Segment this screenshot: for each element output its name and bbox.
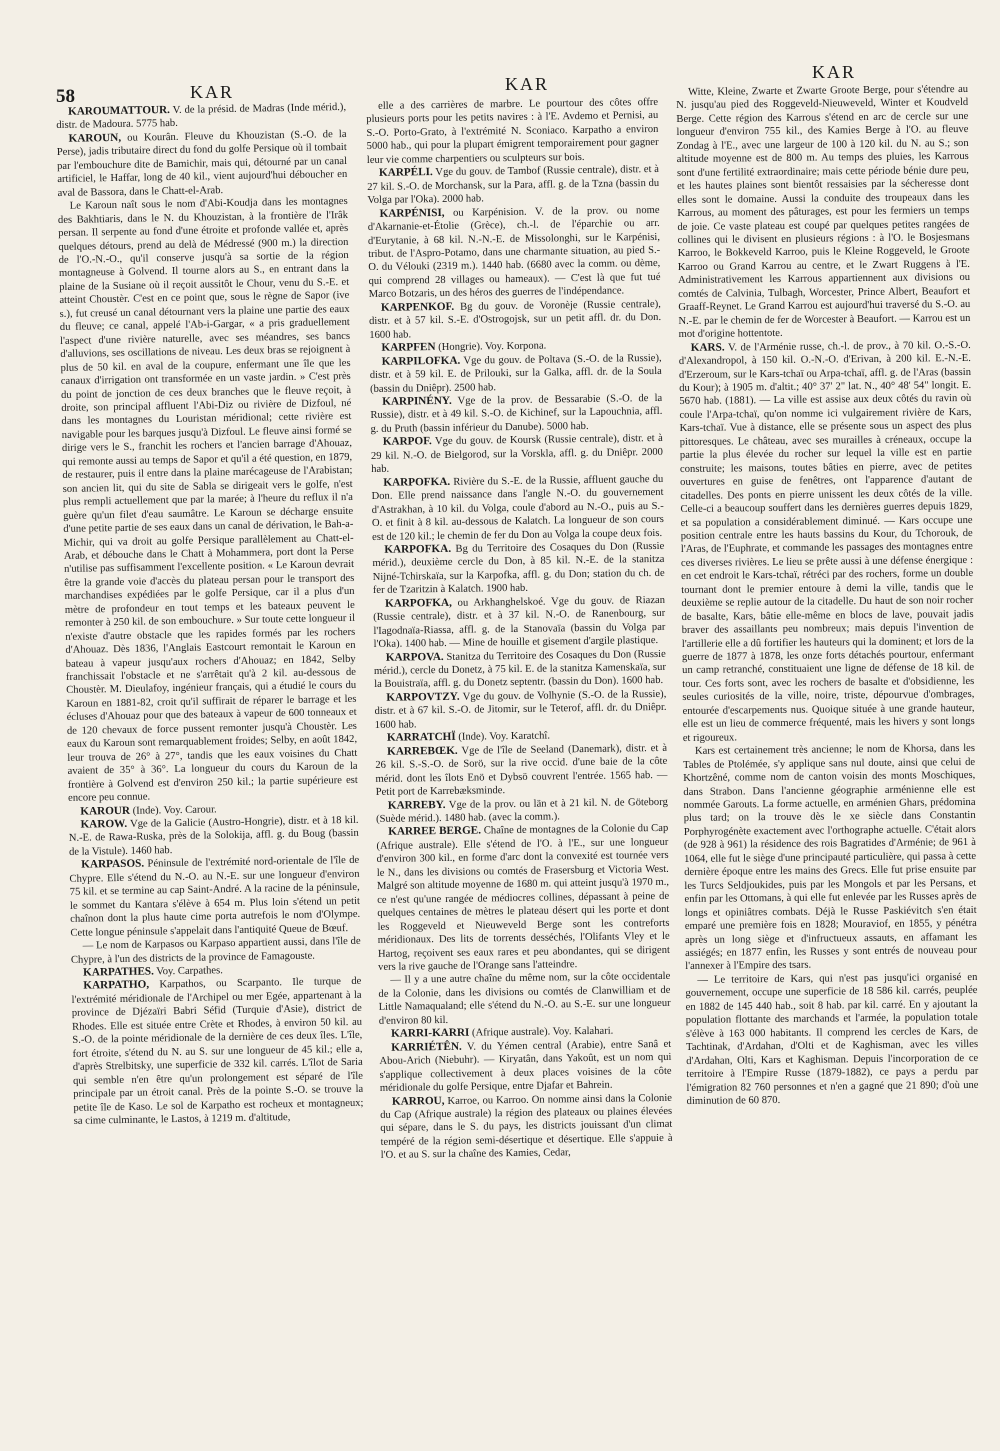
dictionary-entry [68,814,359,859]
entry-text: Le Karoun naît sous le nom d'Abi-Koudja dans les montagnes des Bakhtiaris, dans le N. du Khouzistan, à la frontière de l'Irâk persan. Il serpente au fond d'une étroite et profonde vallée et, après quelques détours, prend au delà de Médressé (900 m.) la direction de l'O.-N.-O., qu'il conserve jusqu'à sa sortie de la région montagneuse à Golvend. Il tourne alors au S., en entrant dans la plaine de la Susiane où il reçoit aussitôt le Chour, venu du S.-E. et atteint Choustèr. C'est en ce point que, sous le règne de Sapor (ive s.), fut creusé un canal détournant vers la plaine une partie des eaux du fleuve; ce canal, appelé l'Ab-i-Gargar, « a pris graduellement l'aspect d'une rivière naturelle, avec ses méandres, ses bancs d'alluvions, ses oscillations de niveau. Les deux bras se rejoignent à plus de 50 kil. en aval de la coupure, enfermant une île que les canaux d'irrigation ont transformée en un vaste jardin. » C'est près du point de jonction de ces deux branches que le fleuve reçoit, à droite, son principal affluent l'Abi-Diz ou rivière de Dizfoul, né dans les montagnes du Louristan méridional; cette rivière est navigable pour les barques jusqu'à Dizfoul. Le fleuve ainsi formé se dirige vers le S., franchit les rochers et l'ancien barrage d'Ahouaz, qui remonte aussi au temps de Sapor et qu'il a été question, en 1879, de restaurer, puis il entre dans la plaine marécageuse de l'Arabistan; son ancien lit, qui du site de Sabla se dirigeait vers le golfe, n'est plus rempli actuellement que par la marée; à l'heure du reflux il n'a guère qu'un filet d'eau saumâtre. Le Karoun se décharge ensuite d'une petite partie de ses eaux dans un canal de dérivation, le Bah-a-Michir, qui va droit au golfe Persique parallèlement au Chatt-el-Arab, et débouche dans le Chatt à Mohammera, port dont la Perse n'utilise pas suffisamment l'excellente position. « Le Karoun devrait être la grande voie d'accès du plateau persan pour le transport des marchandises expédiées par le golfe Persique, car il a plus d'un mètre de profondeur en tout temps et les bateaux peuvent le remonter à 250 kil. de son embouchure. » Sur toute cette longueur il n'existe d'autre obstacle que les rapides formés par les rochers d'Ahouaz. Dès 1836, l'Anglais Eastcourt remontait le Karoun en bateau à vapeur jusqu'aux rochers d'Ahouaz; en 1842, Selby franchissait l'obstacle et ne s'arrêtait qu'à 2 kil. au-dessous de Choustèr. M. Dieulafoy, ingénieur français, qui a étudié le cours du Karoun en 1881-82, croit qu'il suffirait de réparer le barrage et les écluses d'Ahouaz pour que des bateaux à vapeur de 600 tonneaux et de 120 chevaux de force pussent remonter jusqu'à Choustèr. Les eaux du Karoun sont remarquablement froides; Selby, en août 1842, leur trouva de 26° à 27°, tandis que les eaux voisines du Chatt avaient de 35° à 36°. La longueur du cours du Karoun de la frontière à Golvend est d'environ 250 kil.; la partie supérieure est encore peu connue. [57,196,358,805]
entry-headword: KARPOVTZY. [386,690,460,704]
entry-text: Witte, Kleine, Zwarte et Zwarte Groote Berge, pour s'étendre au N. jusqu'au pied des Roggeveld-Nieuweveld, Winter et Koudveld Berge. Cette région des Karrous s'étend en arc de cercle sur une longueur d'environ 755 kil., des Kamies Berge à l'O. au fleuve Zondag à l'E., avec une largeur de 100 à 120 kil. du N. au S.; son altitude moyenne est de 800 m. Au temps des pluies, les Karrous sont d'une fertilité extraordinaire; mais cette période bénie dure peu, et les hautes plaines sont bientôt ressaisies par la sécheresse dont elles sont le domaine. Aussi la conduite des troupeaux dans les Karrous, au moment des pâturages, est pour les fermiers un temps de joie. Ce vaste plateau est coupé par quelques petites rangées de collines qui le divisent en plusieurs régions : à l'O. le Bosjesmans Karroo, le Bokkeveld Karroo, puis le Kleine Roggeveld, le Groote Karroo ou Grand Karrou au centre, et le Zwart Ruggens à l'E. Administrativement les Karrous appartiennent aux divisions ou comtés de Calvinia, Tulbagh, Worcester, Prince Albert, Beaufort et Graaff-Reynet. Le Grand Karrou est aujourd'hui traversé du S.-O. au N.-E. par le chemin de fer de Worcester à Beaufort. — Karrou est un mot d'origine hottentote. [676,83,971,341]
dictionary-entry [368,204,661,302]
dictionary-entry [58,195,359,805]
entry-headword: KARPILOFKA. [381,354,461,368]
entry-text: Vge du gouv. de Koursk (Russie centrale), distr. et à 29 kil. N.-O. de Bielgorod, sur la Vorskla, affl. g. du Dniêpr. 2000 hab. [370,433,664,476]
entry-headword: KARROU, [391,1094,445,1108]
entry-headword: KARREBŒK. [387,744,458,758]
dictionary-entry [69,854,360,940]
dictionary-entry [376,822,670,974]
entry-text: V. de l'Arménie russe, ch.-l. de prov., à 70 kil. O.-S.-O. d'Alexandropol, à 150 kil. O.-N.-O. d'Erivan, à 200 kil. E.-N.-E. d'Erzeroum, sur le Kars-tchaï ou Arpa-tchaï, affl. g. de l'Aras (bassin du Kour); à 1905 m. d'altit.; 40° 37' 2" lat. N., 40° 48' 54" longit. E. 5670 hab. (1881). — La ville est assise aux deux côtés du ravin où coule l'Arpa-tchaï, qu'on nomme ici vulgairement rivière de Kars, Kars-tchaï. Vue à distance, elle se présente sous un aspect des plus pittoresques. Le château, avec ses murailles à créneaux, occupe la partie la plus élevée du rocher sur lequel la ville est en partie construite; les maisons, toutes bâties en pierre, avec de petites ouvertures en guise de fenêtres, ont l'apparence d'autant de citadelles. Des ponts en pierre unissent les deux côtés de la ville. Celle-ci a beaucoup souffert dans les dernières guerres depuis 1829, et sa population a considérablement diminué. — Kars occupe une position centrale entre les hauts bassins du Kour, du Tchorouk, de l'Aras, de l'Euphrate, et commande les passages des montagnes entre ces diverses rivières. Le lieu se prête aussi à une défense énergique : en cet endroit le Kars-tchaï, rétréci par des rochers, forme un double tournant dont le premier entoure à demi la ville, tandis que le deuxième se replie autour de la citadelle. Du haut de son noir rocher de basalte, Kars, bâtie elle-même en blocs de lave, pouvait jadis braver des assaillants peu nombreux; mais depuis l'invention de l'artillerie elle a dû fortifier les hauteurs qui la dominent; et lors de la guerre de 1877 à 1878, les onze forts détachés pourtour, enfermant un camp retranché, constituaient une ligne de défense de 18 kil. de tour. Ces forts sont, avec les rochers de basalte et d'obsidienne, les seules curiosités de la ville, noire, triste, dépourvue d'ombrages, entourée d'escarpements nus. Quoique située à une grande hauteur, elle est un lieu de commerce fréquenté, mais les hivers y sont longs et rigoureux. [678,339,975,744]
entry-headword: KARS. [690,341,725,354]
entry-headword: KARPOFKA. [383,475,451,489]
entry-headword: KARPATHES. [83,965,154,979]
entry-headword: KARPOFKA, [384,596,452,610]
entry-text: Stanitza du Territoire des Cosaques du Don (Russie mérid.), cercle du Donetz, à 75 kil. E. de la stanitza Kamenskaïa, sur la Bouistraïa, affl. g. du Donetz septentr. (bassin du Don). 1600 hab. [373,648,667,691]
text-column-2 [366,96,677,1435]
entry-text: Bg du gouv. de Voronèje (Russie centrale), distr. et à 57 kil. S.-E. d'Ostrogojsk, sur un petit affl. dr. du Don. 1600 hab. [369,298,662,341]
entry-headword: KARRATCHÏ [386,731,456,745]
running-head-left: KAR [190,82,235,102]
text-column-3 [676,83,982,1441]
entry-text: Bg du Territoire des Cosaques du Don (Russie mérid.), deuxième cercle du Don, à 85 kil. N.-E. de la stanitza Nijné-Tchirskaïa, sur la Karpofka, affl. g. du Don; station du ch. de fer de Tzaritzin à Kalatch. 1900 hab. [372,540,665,597]
entry-headword: KAROW. [80,817,128,831]
entry-headword: KARPATHO, [83,978,150,993]
entry-text: Vge du gouv. de Tambof (Russie centrale), distr. et à 27 kil. S.-O. de Morchansk, sur la Para, affl. g. de la Tzna (bassin du Volga par l'Oka). 2000 hab. [367,164,660,207]
entry-text: (Afrique australe). Voy. Kalahari. [471,1025,614,1039]
entry-headword: KARPOF. [382,435,432,449]
entry-text: ou Kourân. Fleuve du Khouzistan (S.-O. de la Perse), jadis tributaire direct du fond du golfe Persique où il tombait par l'embouchure dite de Bamichir, mais qui, détourné par un canal artificiel, le Haffar, long de 40 kil., vient aujourd'hui déboucher en aval de Bassora, dans le Chatt-el-Arab. [56,128,348,199]
entry-headword: KARPENKOF. [380,300,455,314]
entry-text: (Hongrie). Voy. Korpona. [438,340,547,354]
entry-headword: KAROUR [80,804,131,818]
dictionary-entry [366,96,659,167]
entry-headword: KARPINÉNY. [382,394,452,408]
entry-text: elle a des carrières de marbre. Le pourtour des côtes offre plusieurs ports pour les petits navires : à l'E. Avdemo et Pernisi, au S.-O. Porto-Grato, à l'extrémité N. Sconiaco. Karpatho a environ 5000 hab., qui pour la plupart émigrent temporairement pour gagner leur vie comme charpentiers ou sculpteurs sur bois. [366,96,659,166]
entry-text: Vge de la prov. ou län et à 21 kil. N. de Göteborg (Suède mérid.). 1480 hab. (avec la comm.). [375,796,668,825]
entry-headword: KARPÉLI. [378,166,433,180]
entry-text: Voy. Carpathes. [156,965,223,978]
dictionary-entry [367,163,660,207]
entry-text: ou Karpénision. V. de la prov. ou nome d'Akarnanie-et-Étolie (Grèce), ch.-l. de l'éparchie ou arr. d'Eurytanie, à 68 kil. N.-N.-E. de Missolonghi, sur le Karpénisi, tribut. de l'Aspro-Potamo, dans une charmante situation, au pied S.-O. du Vélouki (2319 m.). 1440 hab. (6680 avec la comm. ou dème, qui comprend 28 villages ou hameaux). — C'est là que fut tué Marco Botzaris, un des héros des guerres de l'indépendance. [367,204,661,301]
dictionary-entry [374,647,667,691]
entry-headword: KAROUMATTOUR. [67,104,171,118]
entry-headword: KARRIÉTÊN. [391,1040,462,1054]
dictionary-entry [374,688,667,732]
entry-text: V. du Yémen central (Arabie), entre Sanâ et Abou-Arich (Niebuhr). — Kiryatân, dans Yakoût, est un nom qui s'applique collectivement à deux places voisines de la côte méridionale du golfe Persique, entre Djafar et Bahrein. [379,1038,672,1094]
entry-text: Rivière du S.-E. de la Russie, affluent gauche du Don. Elle prend naissance dans l'angle N.-O. du gouvernement d'Astrakhan, à 10 kil. du Volga, coule d'abord au N.-O., puis au S.-O. et finit à 8 kil. au-dessous de Kalatch. La longueur de son cours est de 120 kil.; le chemin de fer du Don au Volga la coupe deux fois. [371,473,664,543]
dictionary-entry [685,971,978,1109]
dictionary-entry [683,742,977,974]
entry-text: Vge de l'île de Seeland (Danemark), distr. et à 26 kil. S.-S.-O. de Sorö, sur la rive occid. d'une baie de la côte mérid. dont les îlots Enö et Dybsö couvrent l'entrée. 1565 hab. — Petit port de Karrebæksminde. [375,742,668,799]
entry-text: V. de la présid. de Madras (Inde mérid.), distr. de Madoura. 5775 hab. [56,101,347,132]
entry-headword: KARRI-KARRI [390,1026,470,1041]
entry-text: Chaîne de montagnes de la Colonie du Cap (Afrique australe). Elle s'étend de l'O. à l'E., sur une longueur d'environ 300 kil., en forme d'arc dont la convexité est tournée vers le N., dans les divisions ou comtés de Frasersburg et Victoria West. Malgré son altitude moyenne de 1680 m. qui atteint jusqu'à 1970 m., ce n'est qu'une rangée de médiocres collines, dépassant à peine de quelques centaines de mètres le plateau désert qui les porte et dont les Roggeveld et Nieuweveld Berge sont les contreforts méridionaux. Des lits de torrents desséchés, l'Olifants Vley et le Hartog, reçoivent ses eaux rares et peu abondantes, qui se dirigent vers la rive gauche de l'Orange sans l'atteindre. [376,823,670,973]
entry-text: — Le territoire de Kars, qui n'est pas jusqu'ici organisé en gouvernement, occupe une superficie de 18 586 kil. carrés, peuplée en 1882 de 145 440 hab., soit 8 hab. par kil. carré. En y ajoutant la population flottante des marchands et l'armée, la population totale s'élève à 163 000 habitants. Il comprend les cercles de Kars, de Tachtinak, d'Ardahan, d'Olti et de Kaghisman, avec les villes d'Ardahan, Olti, Kars et Kaghisman. Depuis l'incorporation de ce territoire à l'Empire Russe (1879-1882), ce pays a perdu par l'émigration 82 760 personnes et n'en a gagné que 21 890; d'où une diminution de 60 870. [685,971,979,1107]
entry-text: Péninsule de l'extrémité nord-orientale de l'île de Chypre. Elle s'étend du N.-O. au N.-E. sur une longueur d'environ 75 kil. et se termine au cap Saint-André. A la racine de la péninsule, le sommet du Kantara s'élève à 654 m. Plus loin s'étend un petit chaînon dont la plus haute cime porta autrefois le nom d'Olympe. Cette longue péninsule s'appelait dans l'antiquité Queue de Bœuf. [69,855,361,939]
dictionary-entry [372,540,665,598]
dictionary-entry [370,352,663,396]
entry-text: Karroe, ou Karroo. On nomme ainsi dans la Colonie du Cap (Afrique australe) la région des plateaux ou plaines élevées qui sépare, dans le S. du pays, les districts jouissant d'un climat tempéré de la région semi-désertique et désertique. Elle s'appuie à l'O. et au S. sur la chaîne des Kamies, Cedar, [380,1092,673,1162]
dictionary-entry [369,298,662,342]
running-head-right: KAR [812,62,857,82]
dictionary-entry [56,128,347,200]
dictionary-entry [373,594,666,652]
entry-headword: KARPOFKA. [384,542,452,556]
entry-text: ou Arkhanghelskoé. Vge du gouv. de Riazan (Russie centrale), distr. et à 37 kil. N.-O. de Ranenbourg, sur l'Iagodnaïa-Riassa, affl. g. de la Stanovaïa (bassin du Volga par l'Oka). 1400 hab. — Mine de houille et gisement d'argile plastique. [373,594,666,651]
entry-text: — Il y a une autre chaîne du même nom, sur la côte occidentale de la Colonie, dans les divisions ou comtés de Clanwilliam et de Little Namaqualand; elle s'étend du N.-O. au S.-E. sur une longueur d'environ 80 kil. [378,971,671,1027]
dictionary-entry [378,970,671,1028]
entry-text: Karpathos, ou Scarpanto. Ile turque de l'extrémité méridionale de l'Archipel ou mer Egée, appartenant à la province de Djézaïri Babri Séfid (Turquie d'Asie), district de Rhodes. Elle est située entre Crète et Rhodes, à environ 50 kil. au S.-O. de la pointe méridionale de la dernière de ces deux îles. L'île, fort étroite, s'étend du N. au S. sur une longueur de 45 kil.; elle a, d'après Strelbitsky, une superficie de 332 kil. carrés. L'îlot de Saria qui semble n'en être qu'un prolongement est séparé de l'île principale par un étroit canal. Près de la pointe S.-O. se trouve la petite île de Kaso. Le sol de Karpatho est rocheux et montagneux; sa cime culminante, le Lastos, à 1219 m. d'altitude, [71,976,364,1127]
dictionary-entry [375,742,668,800]
dictionary-entry [679,339,975,746]
entry-text: (Inde). Voy. Carour. [132,803,217,817]
entry-text: — Le nom de Karpasos ou Karpaso appartient aussi, dans l'île de Chypre, à l'un des districts de la province de Famagouste. [70,935,361,966]
dictionary-entry [71,975,364,1128]
entry-headword: KARPOVA. [385,650,444,664]
dictionary-entry [371,432,664,476]
entry-text: Kars est certainement très ancienne; le nom de Khorsa, dans les Tables de Ptolémée, s'y applique sans nul doute, ainsi que celui de Khortzêné, comme nom de canton voisin des monts Moschiques, dans Strabon. Dans l'ancienne géographie arménienne elle est nommée Garouts. La forme actuelle, en arménien Ghars, prédomina plus tard; on la trouve dès le xe siècle dans Constantin Porphyrogénète exactement avec l'orthographe actuelle. C'était alors (de 928 à 961) la résidence des rois Bagratides d'Arménie; de 961 à 1064, elle fut le siège d'une principauté particulière, qui passa à cette dernière époque entre les mains des Grecs. Elle fut prise ensuite par les Turcs Seldjoukides, puis par les Mongols et par les Persans, et enfin par les Ottomans, à qui elle fut enlevée par les Russes après de longs et opiniâtres combats. Déjà le Russe Paskiévitch s'en était emparé une première fois en 1828; Mouraviof, en 1855, y pénétra après un long siège et d'infructueux assauts, en affamant les assiégés; en 1877 enfin, les Russes y sont entrés de nouveau pour l'annexer à l'Empire des tsars. [683,743,978,973]
dictionary-entry [676,83,971,342]
dictionary-entry [379,1038,672,1096]
entry-headword: KARREBY. [387,798,446,812]
entry-headword: KARPFEN [381,341,436,354]
page-number: 58 [56,86,75,107]
entry-text: Vge du gouv. de Volhynie (S.-O. de la Russie), distr. et à 67 kil. S.-O. de Jitomir, sur le Teterof, affl. dr. du Dniêpr. 1600 hab. [374,688,667,731]
entry-text: Vge de la prov. de Bessarabie (S.-O. de la Russie), distr. et à 49 kil. S.-O. de Kichinef, sur la Lapouchnia, affl. g. du Pruth (bassin inférieur du Danube). 5000 hab. [370,392,663,435]
dictionary-entry [380,1091,673,1162]
dictionary-entry [376,795,668,826]
entry-headword: KARPÉNISI, [379,206,445,220]
entry-headword: KARPASOS. [81,857,145,872]
entry-headword: KAROUN, [68,131,122,145]
entry-text: Vge de la Galicie (Austro-Hongrie), distr. et à 18 kil. N.-E. de Rawa-Ruska, près de la Solokija, affl. g. du Boug (bassin de la Vistule). 1460 hab. [68,814,359,858]
entry-text: Vge du gouv. de Poltava (S.-O. de la Russie), distr. et à 59 kil. E. de Prilouki, sur la Galka, affl. dr. de la Soula (bassin du Dniêpr). 2500 hab. [369,352,662,395]
entry-text: (Inde). Voy. Karatchî. [458,730,551,744]
dictionary-entry [371,473,664,544]
entry-headword: KARREE BERGE. [388,824,482,839]
text-column-1 [56,101,369,1431]
running-head-center: KAR [505,74,550,94]
dictionary-entry [370,392,663,436]
